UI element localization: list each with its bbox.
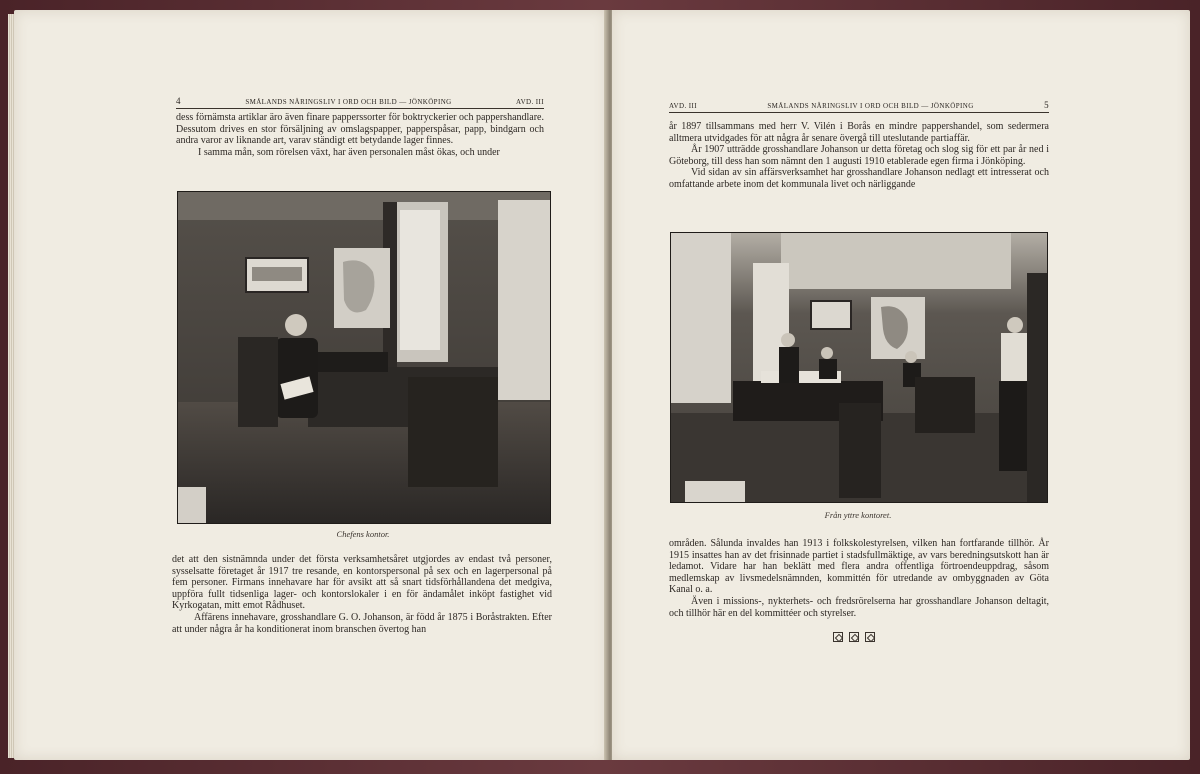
right-header-title: SMÅLANDS NÄRINGSLIV I ORD OCH BILD — JÖNKÖPING (767, 102, 974, 110)
left-header-section: AVD. III (516, 98, 544, 106)
ornament-square-icon (833, 632, 843, 642)
paragraph: år 1897 tillsammans med herr V. Vilén i Borås en mindre pappershandel, som sedermera alltmera utvidgades för att några år senare övergå till uteslutande partiaffär. (669, 121, 1049, 144)
left-top-text (176, 112, 544, 158)
right-top-text (669, 121, 1049, 191)
right-page-number: 5 (1044, 100, 1049, 110)
paragraph: dess förnämsta artiklar äro även finare papperssorter för boktryckerier och pappershandlare. Dessutom drives en stor försäljning av omslagspapper, papperspåsar, papp, bindgarn och andra varor av liknande art, varav ständigt ett betydande lager finnes. (176, 112, 544, 147)
left-running-head (176, 92, 544, 109)
ornament-square-icon (849, 632, 859, 642)
chief-office-image (178, 192, 550, 523)
right-page (612, 10, 1190, 760)
outer-office-image (671, 233, 1047, 502)
right-running-head (669, 96, 1049, 113)
office-photo-chief (177, 191, 551, 524)
paragraph: områden. Sålunda invaldes han 1913 i folkskolestyrelsen, vilken han fortfarande tillhör. År 1915 insattes han av det frisinnade partiet i stadsfullmäktige, av vars beredningsutskott han är ledamot. Vidare har han beklätt med flera andra offentliga förtroendeuppdrag, såsom medlemskap av livsmedelsnämnden, kommittén för utredande av ombyggnaden av Göta Kanal o. a. (669, 538, 1049, 596)
closing-ornament (833, 632, 875, 642)
paragraph: Affärens innehavare, grosshandlare G. O. Johanson, är född år 1875 i Boråstrakten. Efter att under några år ha konditionerat inom branschen övertog han (172, 611, 552, 635)
left-header-title: SMÅLANDS NÄRINGSLIV I ORD OCH BILD — JÖNKÖPING (245, 98, 452, 106)
left-photo-caption: Chefens kontor. (336, 529, 390, 539)
left-bottom-text (172, 554, 552, 635)
right-photo-caption: Från yttre kontoret. (824, 510, 892, 520)
office-photo-outer (670, 232, 1048, 503)
paragraph: Även i missions-, nykterhets- och fredsrörelserna har grosshandlare Johanson deltagit, och tillhör här en del kommittéer och styrelser. (669, 595, 1049, 619)
right-bottom-text (669, 538, 1049, 619)
ornament-square-icon (865, 632, 875, 642)
paragraph: Vid sidan av sin affärsverksamhet har grosshandlare Johanson nedlagt ett intresserat och omfattande arbete inom det kommunala livet och närliggande (669, 167, 1049, 190)
paragraph: År 1907 utträdde grosshandlare Johanson ur detta företag och slog sig för ett par år ned i Göteborg, till dess han som nämnt den 1 augusti 1910 etablerade egen firma i Jönköping. (669, 144, 1049, 167)
right-header-section: AVD. III (669, 102, 697, 110)
paragraph: I samma mån, som rörelsen växt, har även personalen måst ökas, och under (198, 146, 500, 158)
paragraph: det att den sistnämnda under det första verksamhetsåret utgjordes av endast två personer, sysselsatte företaget år 1917 tre resande, en kontorspersonal på sex och en lagerpersonal på fem personer. Firmans innehavare har för avsikt att så snart tidsförhållandena det medgiva, uppföra fullt tidsenliga lager- och kontorslokaler i en för ändamålet inköpt fastighet vid Kyrkogatan, mitt emot Rådhuset. (172, 554, 552, 612)
left-page-number: 4 (176, 96, 181, 106)
left-page (14, 10, 607, 760)
